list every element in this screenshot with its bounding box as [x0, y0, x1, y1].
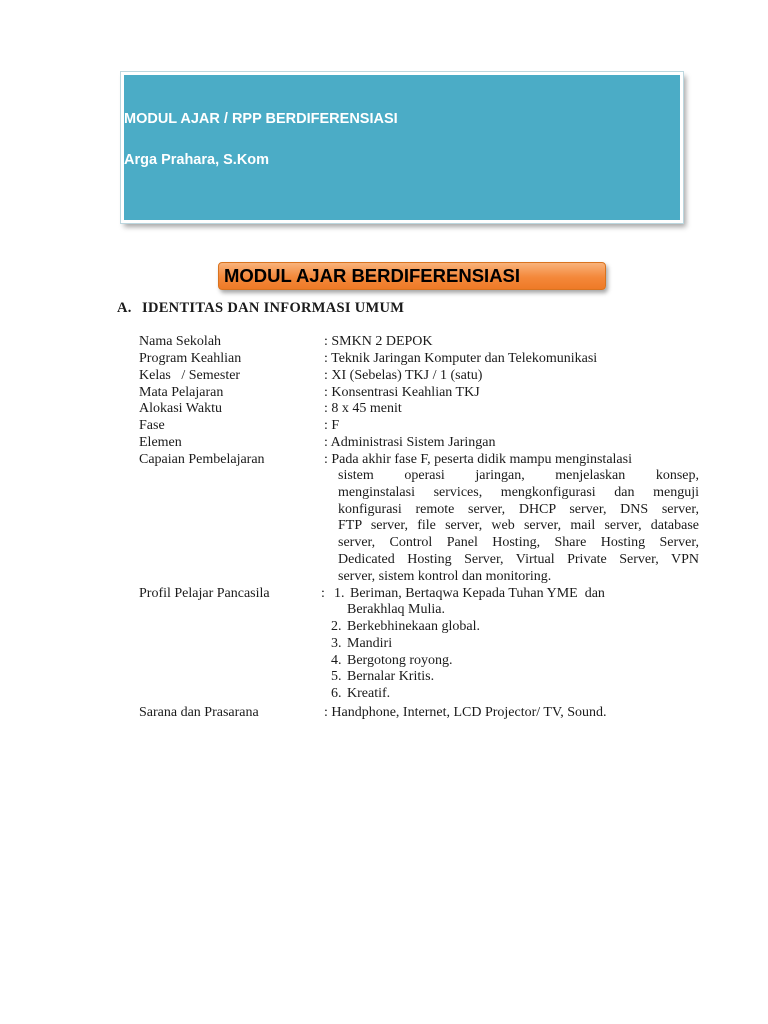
capaian-line: sistem operasi jaringan, menjelaskan konsep, [338, 468, 699, 483]
profil-item: Beriman, Bertaqwa Kepada Tuhan YME dan [350, 586, 605, 601]
label-nama-sekolah: Nama Sekolah [139, 334, 222, 349]
capaian-line: server, sistem kontrol dan monitoring. [338, 568, 552, 584]
profil-item-continued: Berakhlaq Mulia. [347, 602, 445, 617]
value-program-keahlian: : Teknik Jaringan Komputer dan Telekomunikasi [324, 351, 598, 366]
value-sarana: : Handphone, Internet, LCD Projector/ TV, Sound. [324, 705, 607, 720]
value-elemen: : Administrasi Sistem Jaringan [324, 435, 496, 450]
profil-colon: : [321, 586, 325, 601]
capaian-line: FTP server, file server, web server, mail server, database [338, 518, 699, 534]
label-alokasi-waktu: Alokasi Waktu [139, 401, 222, 416]
profil-num: 3. [331, 636, 342, 651]
document-title: MODUL AJAR BERDIFERENSIASI [224, 265, 521, 286]
section-heading [117, 300, 404, 317]
document-title-box [218, 262, 606, 290]
capaian-line: menginstalasi services, mengkonfigurasi dan menguji [338, 484, 699, 500]
section-title: IDENTITAS DAN INFORMASI UMUM [142, 300, 405, 316]
label-profil: Profil Pelajar Pancasila [139, 586, 270, 601]
value-fase: : F [324, 418, 340, 433]
label-sarana: Sarana dan Prasarana [139, 705, 259, 720]
label-mata-pelajaran: Mata Pelajaran [139, 385, 224, 400]
label-capaian: Capaian Pembelajaran [139, 452, 265, 467]
profil-item: Bernalar Kritis. [347, 669, 435, 684]
value-kelas-semester: : XI (Sebelas) TKJ / 1 (satu) [324, 368, 483, 383]
profil-item: Mandiri [347, 636, 393, 651]
label-program-keahlian: Program Keahlian [139, 351, 242, 366]
label-kelas-semester: Kelas / Semester [139, 368, 241, 383]
value-capaian-first-line: : Pada akhir fase F, peserta didik mampu menginstalasi [324, 452, 632, 467]
capaian-line: konfigurasi remote server, DHCP server, DNS server, [338, 501, 699, 517]
value-alokasi-waktu: : 8 x 45 menit [324, 401, 402, 416]
label-elemen: Elemen [139, 435, 182, 450]
label-fase: Fase [139, 418, 165, 433]
profil-num: 4. [331, 653, 342, 668]
profil-item: Kreatif. [347, 686, 391, 701]
value-nama-sekolah: : SMKN 2 DEPOK [324, 334, 433, 349]
profil-item: Bergotong royong. [347, 653, 453, 668]
value-mata-pelajaran: : Konsentrasi Keahlian TKJ [324, 385, 480, 400]
capaian-paragraph [338, 468, 699, 586]
section-letter: A. [117, 300, 132, 316]
capaian-line: Dedicated Hosting Server, Virtual Private Server, VPN [338, 551, 699, 567]
profil-num: 6. [331, 686, 342, 701]
profil-item: Berkebhinekaan global. [347, 619, 480, 634]
capaian-line: server, Control Panel Hosting, Share Hosting Server, [338, 535, 699, 551]
profil-num: 2. [331, 619, 342, 634]
banner-author: Arga Prahara, S.Kom [124, 152, 270, 168]
profil-num: 1. [334, 586, 345, 601]
banner-title: MODUL AJAR / RPP BERDIFERENSIASI [124, 111, 398, 127]
cover-banner [121, 72, 683, 223]
profil-num: 5. [331, 669, 342, 684]
